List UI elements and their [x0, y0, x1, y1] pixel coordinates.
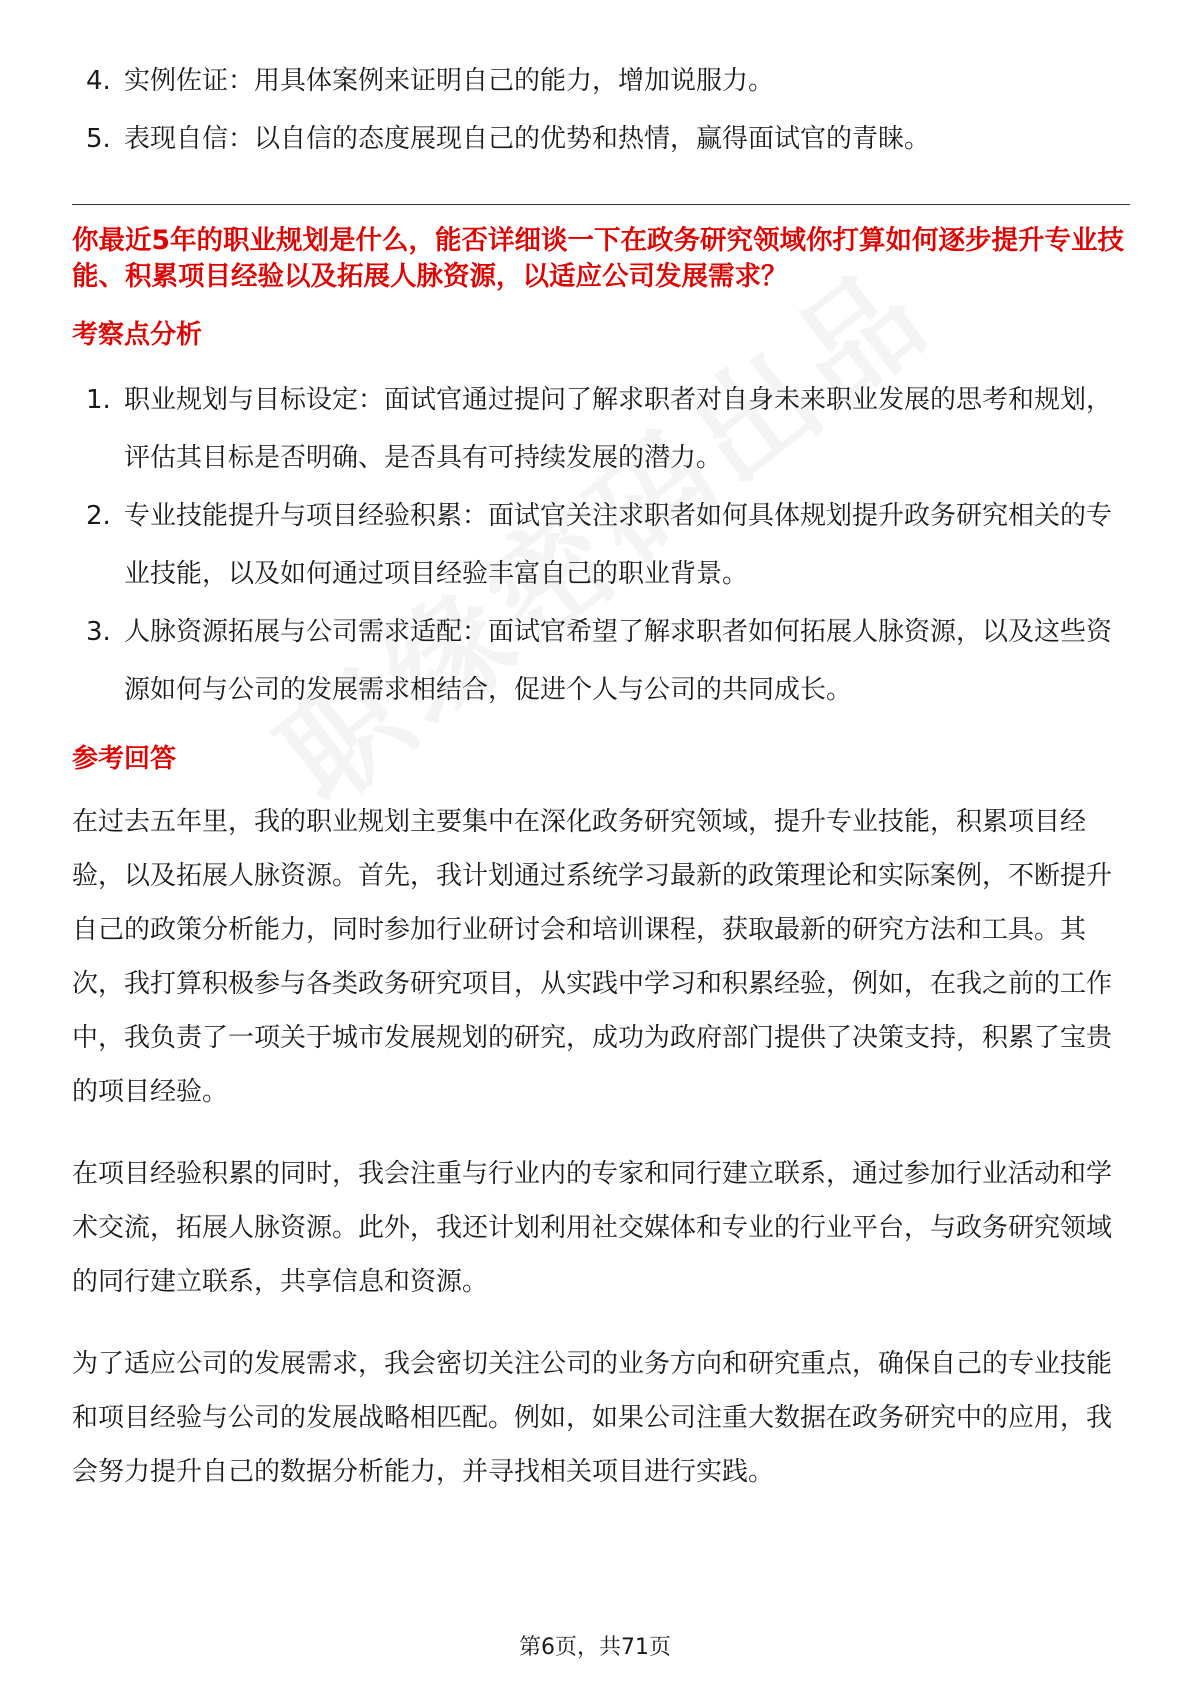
list-item-number: 2. [86, 501, 111, 531]
analysis-list [72, 371, 1132, 719]
page-content [72, 52, 1132, 1527]
list-item [72, 52, 1132, 110]
answer-paragraph: 为了适应公司的发展需求，我会密切关注公司的业务方向和研究重点，确保自己的专业技能和项目经验与公司的发展战略相匹配。例如，如果公司注重大数据在政务研究中的应用，我会努力提升自己的数据分析能力，并寻找相关项目进行实践。 [72, 1349, 1113, 1487]
answer-paragraph: 在过去五年里，我的职业规划主要集中在深化政务研究领域，提升专业技能，积累项目经验，以及拓展人脉资源。首先，我计划通过系统学习最新的政策理论和实际案例，不断提升自己的政策分析能力，同时参加行业研讨会和培训课程，获取最新的研究方法和工具。其次，我打算积极参与各类政务研究项目，从实践中学习和积累经验，例如，在我之前的工作中，我负责了一项关于城市发展规划的研究，成功为政府部门提供了决策支持，积累了宝贵的项目经验。 [72, 807, 1113, 1107]
tips-list [72, 52, 1132, 168]
list-item-number: 5. [86, 124, 111, 154]
list-item [72, 110, 1132, 168]
answer-paragraph: 在项目经验积累的同时，我会注重与行业内的专家和同行建立联系，通过参加行业活动和学术交流，拓展人脉资源。此外，我还计划利用社交媒体和专业的行业平台，与政务研究领域的同行建立联系，共享信息和资源。 [72, 1159, 1113, 1297]
list-item [72, 603, 1132, 719]
list-item [72, 487, 1132, 603]
list-item-number: 1. [86, 385, 111, 415]
list-item-text: 表现自信：以自信的态度展现自己的优势和热情，赢得面试官的青睐。 [124, 124, 931, 154]
analysis-heading: 考察点分析 [72, 320, 203, 350]
answer-heading: 参考回答 [72, 744, 177, 774]
list-item-number: 4. [86, 66, 111, 96]
section-divider [72, 204, 1130, 205]
list-item-text: 职业规划与目标设定：面试官通过提问了解求职者对自身未来职业发展的思考和规划，评估其目标是否明确、是否具有可持续发展的潜力。 [124, 385, 1113, 473]
list-item-text: 人脉资源拓展与公司需求适配：面试官希望了解求职者如何拓展人脉资源，以及这些资源如何与公司的发展需求相结合，促进个人与公司的共同成长。 [124, 617, 1113, 705]
list-item-text: 专业技能提升与项目经验积累：面试官关注求职者如何具体规划提升政务研究相关的专业技能，以及如何通过项目经验丰富自己的职业背景。 [124, 501, 1113, 589]
page-number: 第6页，共71页 [519, 1635, 671, 1660]
interview-question: 你最近5年的职业规划是什么，能否详细谈一下在政务研究领域你打算如何逐步提升专业技能、积累项目经验以及拓展人脉资源，以适应公司发展需求？ [72, 225, 1124, 292]
list-item-number: 3. [86, 617, 111, 647]
list-item-text: 实例佐证：用具体案例来证明自己的能力，增加说服力。 [124, 66, 775, 96]
list-item [72, 371, 1132, 487]
